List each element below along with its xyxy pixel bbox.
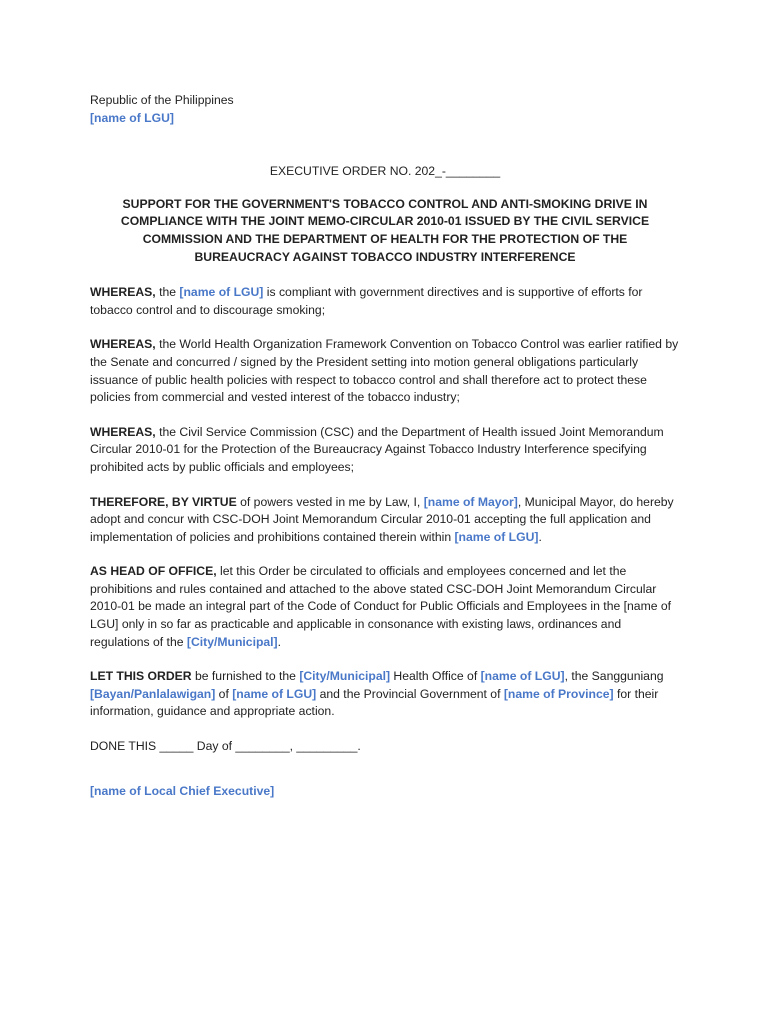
paragraph-text: and the Provincial Government of xyxy=(316,686,504,701)
whereas-lead: WHEREAS, xyxy=(90,337,156,352)
paragraph-text: the Civil Service Commission (CSC) and the Department of Health issued Joint Memorandum Circular 2010-01 for the Protection of the Bureaucracy Against Tobacco Industry Interference specifying prohibited acts by public officials and employees; xyxy=(90,424,664,474)
lgu-placeholder: [name of LGU] xyxy=(90,110,174,125)
local-chief-executive-placeholder: [name of Local Chief Executive] xyxy=(90,783,275,798)
document-page xyxy=(90,92,680,800)
province-placeholder: [name of Province] xyxy=(503,686,614,701)
lgu-placeholder: [name of LGU] xyxy=(232,686,317,701)
paragraph-text: , Municipal Mayor, do hereby adopt and concur with CSC-DOH Joint Memorandum Circular 2010-01 accepting the full application and implementation of policies and prohibitions contained therein within xyxy=(90,494,674,544)
therefore-paragraph xyxy=(90,494,680,547)
paragraph-text: is compliant with government directives and is supportive of efforts for tobacco control and to discourage smoking; xyxy=(90,285,643,317)
executive-order-number: EXECUTIVE ORDER NO. 202_-________ xyxy=(269,164,501,179)
paragraph-text: , the Sangguniang xyxy=(564,669,664,684)
therefore-lead: THEREFORE, BY VIRTUE xyxy=(90,494,237,509)
paragraph-text: for their information, guidance and appropriate action. xyxy=(90,686,659,719)
paragraph-text: of xyxy=(215,686,233,701)
let-this-order-paragraph xyxy=(90,668,680,721)
whereas-paragraph-1 xyxy=(90,284,680,319)
bayan-panlalawigan-placeholder: [Bayan/Panlalawigan] xyxy=(90,686,216,701)
head-of-office-paragraph xyxy=(90,563,680,651)
whereas-lead: WHEREAS, xyxy=(90,285,156,300)
city-municipal-placeholder: [City/Municipal] xyxy=(186,634,278,649)
paragraph-text: . xyxy=(277,634,282,649)
lgu-placeholder: [name of LGU] xyxy=(454,529,539,544)
executive-order-title: SUPPORT FOR THE GOVERNMENT'S TOBACCO CONTROL AND ANTI-SMOKING DRIVE IN COMPLIANCE WITH THE JOINT MEMO-CIRCULAR 2010-01 ISSUED BY THE CIVIL SERVICE COMMISSION AND THE DEPARTMENT OF HEALTH FOR THE PROTECTION OF THE BUREAUCRACY AGAINST TOBACCO INDUSTRY INTERFERENCE xyxy=(120,196,650,264)
let-this-order-lead: LET THIS ORDER xyxy=(90,669,192,684)
lgu-placeholder: [name of LGU] xyxy=(179,285,264,300)
whereas-paragraph-3 xyxy=(90,424,680,477)
paragraph-text: the xyxy=(155,285,180,300)
lgu-placeholder: [name of LGU] xyxy=(480,669,565,684)
republic-line: Republic of the Philippines xyxy=(90,93,234,107)
paragraph-text: of powers vested in me by Law, I, xyxy=(236,494,424,509)
mayor-placeholder: [name of Mayor] xyxy=(423,494,518,509)
whereas-lead: WHEREAS, xyxy=(90,424,156,439)
paragraph-text: let this Order be circulated to officials and employees concerned and let the prohibitions and rules contained and attached to the above stated CSC-DOH Joint Memorandum Circular 2010-01 be made an integral part of the Code of Conduct for Public Officials and Employees in the [name of LGU] only in so far as practicable and applicable in consonance with existing laws, ordinances and regulations of the xyxy=(90,564,672,649)
city-municipal-placeholder: [City/Municipal] xyxy=(299,669,391,684)
done-this-line: DONE THIS _____ Day of ________, _________. xyxy=(90,739,361,754)
paragraph-text: the World Health Organization Framework Convention on Tobacco Control was earlier ratified by the Senate and concurred / signed by the President setting into motion general obligations particularly issuance of public health policies with respect to tobacco control and shall therefore act to protect these policies from commercial and vested interest of the tobacco industry; xyxy=(90,337,679,405)
whereas-paragraph-2 xyxy=(90,336,680,406)
paragraph-text: . xyxy=(538,529,542,544)
paragraph-text: Health Office of xyxy=(390,669,481,684)
paragraph-text: be furnished to the xyxy=(191,669,300,684)
head-of-office-lead: AS HEAD OF OFFICE, xyxy=(90,564,217,579)
